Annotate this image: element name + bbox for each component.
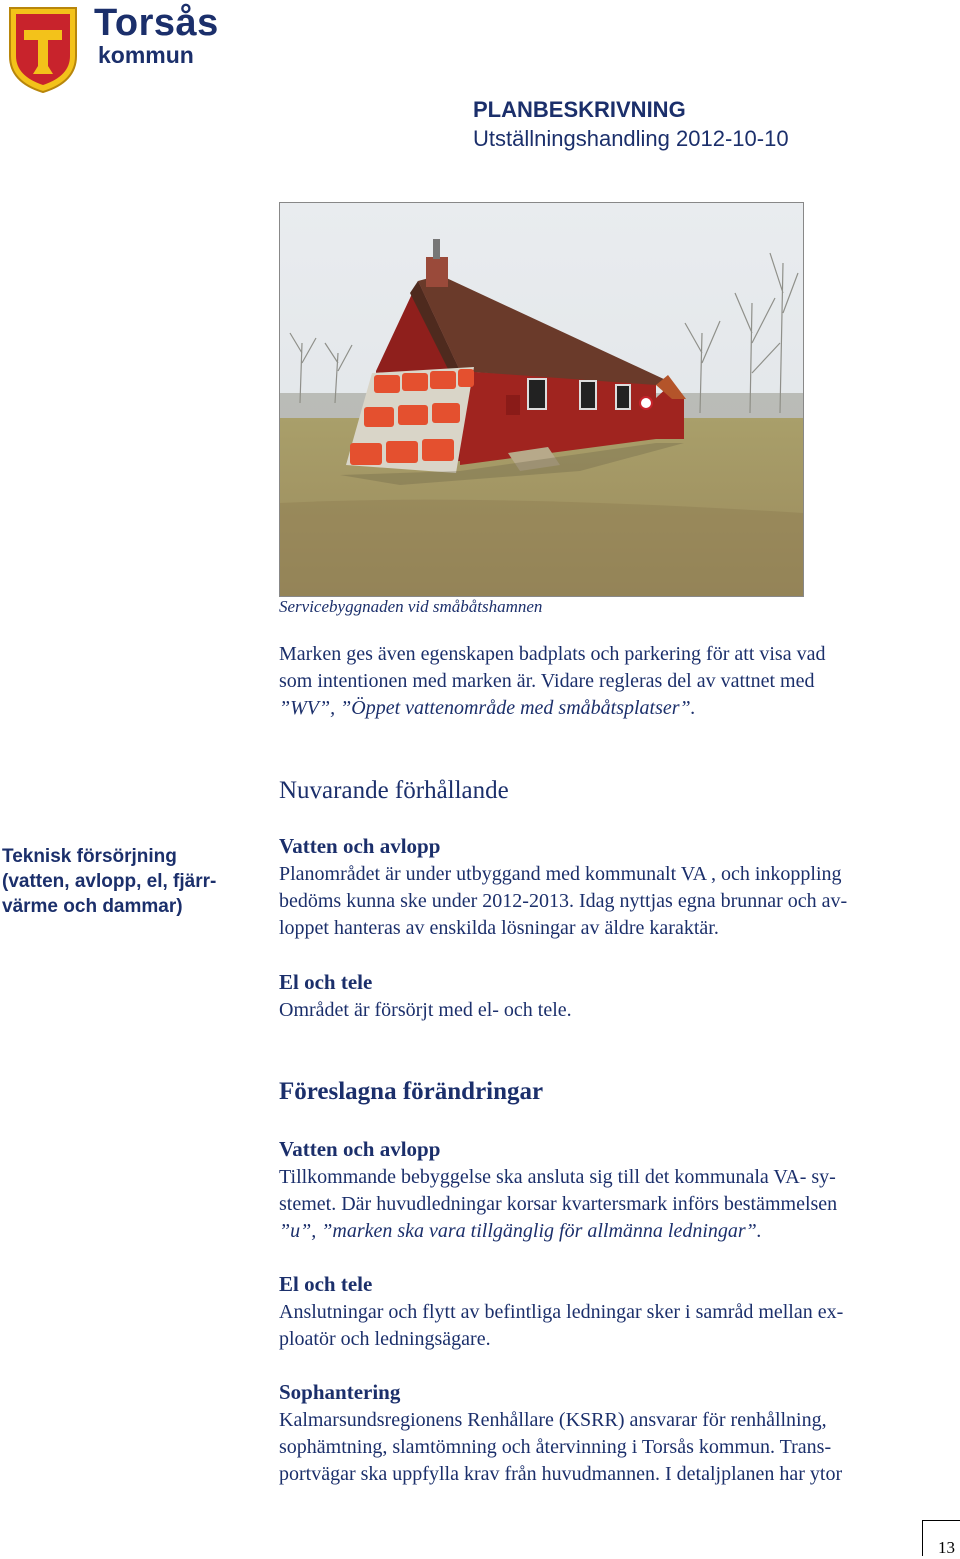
water-current-paragraph [279,861,951,942]
el-proposed-paragraph [279,1299,951,1353]
water-proposed-paragraph [279,1164,951,1245]
subheading-water-proposed: Vatten och avlopp [279,1137,441,1161]
el-current-paragraph: Området är försörjt med el- och tele. [279,999,572,1021]
photo-caption: Servicebyggnaden vid småbåtshamnen [279,597,543,616]
paragraph-line: Tillkommande bebyggelse ska ansluta sig till det kommunala VA- sy- [279,1166,836,1188]
paragraph-line: bedöms kunna ske under 2012-2013. Idag nyttjas egna brunnar och av- [279,890,848,912]
paragraph-line: ploatör och ledningsägare. [279,1328,491,1350]
intro-line: Marken ges även egenskapen badplats och parkering för att visa vad [279,643,826,665]
document-subtitle: Utställningshandling 2012-10-10 [473,126,789,151]
section-heading-current: Nuvarande förhållande [279,777,509,804]
intro-line: ”WV”, ”Öppet vattenområde med småbåtsplatser”. [279,697,696,719]
paragraph-line: ”u”, ”marken ska vara tillgänglig för allmänna ledningar”. [279,1220,762,1242]
logo-wordmark: Torsås [94,2,219,44]
torsas-coat-of-arms-icon [6,4,80,94]
intro-line: som intentionen med marken är. Vidare regleras del av vattnet med [279,670,815,692]
page-number: 13 [938,1538,955,1557]
page-corner-rule-horizontal [922,1520,960,1521]
intro-paragraph [279,641,951,722]
subheading-waste: Sophantering [279,1380,401,1404]
margin-label-technical-supply [2,844,232,919]
paragraph-line: stemet. Där huvudledningar korsar kvartersmark införs bestämmelsen [279,1193,838,1215]
paragraph-line: portvägar ska uppfylla krav från huvudmannen. I detaljplanen har ytor [279,1463,843,1485]
service-building-photo [279,202,804,597]
margin-label-line: värme och dammar) [2,896,183,917]
margin-label-line: (vatten, avlopp, el, fjärr- [2,871,217,892]
page-corner-rule-vertical [922,1520,923,1556]
subheading-water-current: Vatten och avlopp [279,834,441,858]
logo-subtitle: kommun [98,42,194,68]
paragraph-line: Anslutningar och flytt av befintliga ledningar sker i samråd mellan ex- [279,1301,844,1323]
paragraph-line: Planområdet är under utbyggand med kommunalt VA , och inkoppling [279,863,842,885]
paragraph-line: loppet hanteras av enskilda lösningar av äldre karaktär. [279,917,719,939]
document-title: PLANBESKRIVNING [473,97,686,122]
paragraph-line: sophämtning, slamtömning och återvinning i Torsås kommun. Trans- [279,1436,832,1458]
subheading-el-proposed: El och tele [279,1272,373,1296]
section-heading-proposed: Föreslagna förändringar [279,1078,544,1105]
margin-label-line: Teknisk försörjning [2,846,177,867]
waste-paragraph [279,1407,951,1488]
paragraph-line: Kalmarsundsregionens Renhållare (KSRR) ansvarar för renhållning, [279,1409,827,1431]
subheading-el-current: El och tele [279,970,373,994]
